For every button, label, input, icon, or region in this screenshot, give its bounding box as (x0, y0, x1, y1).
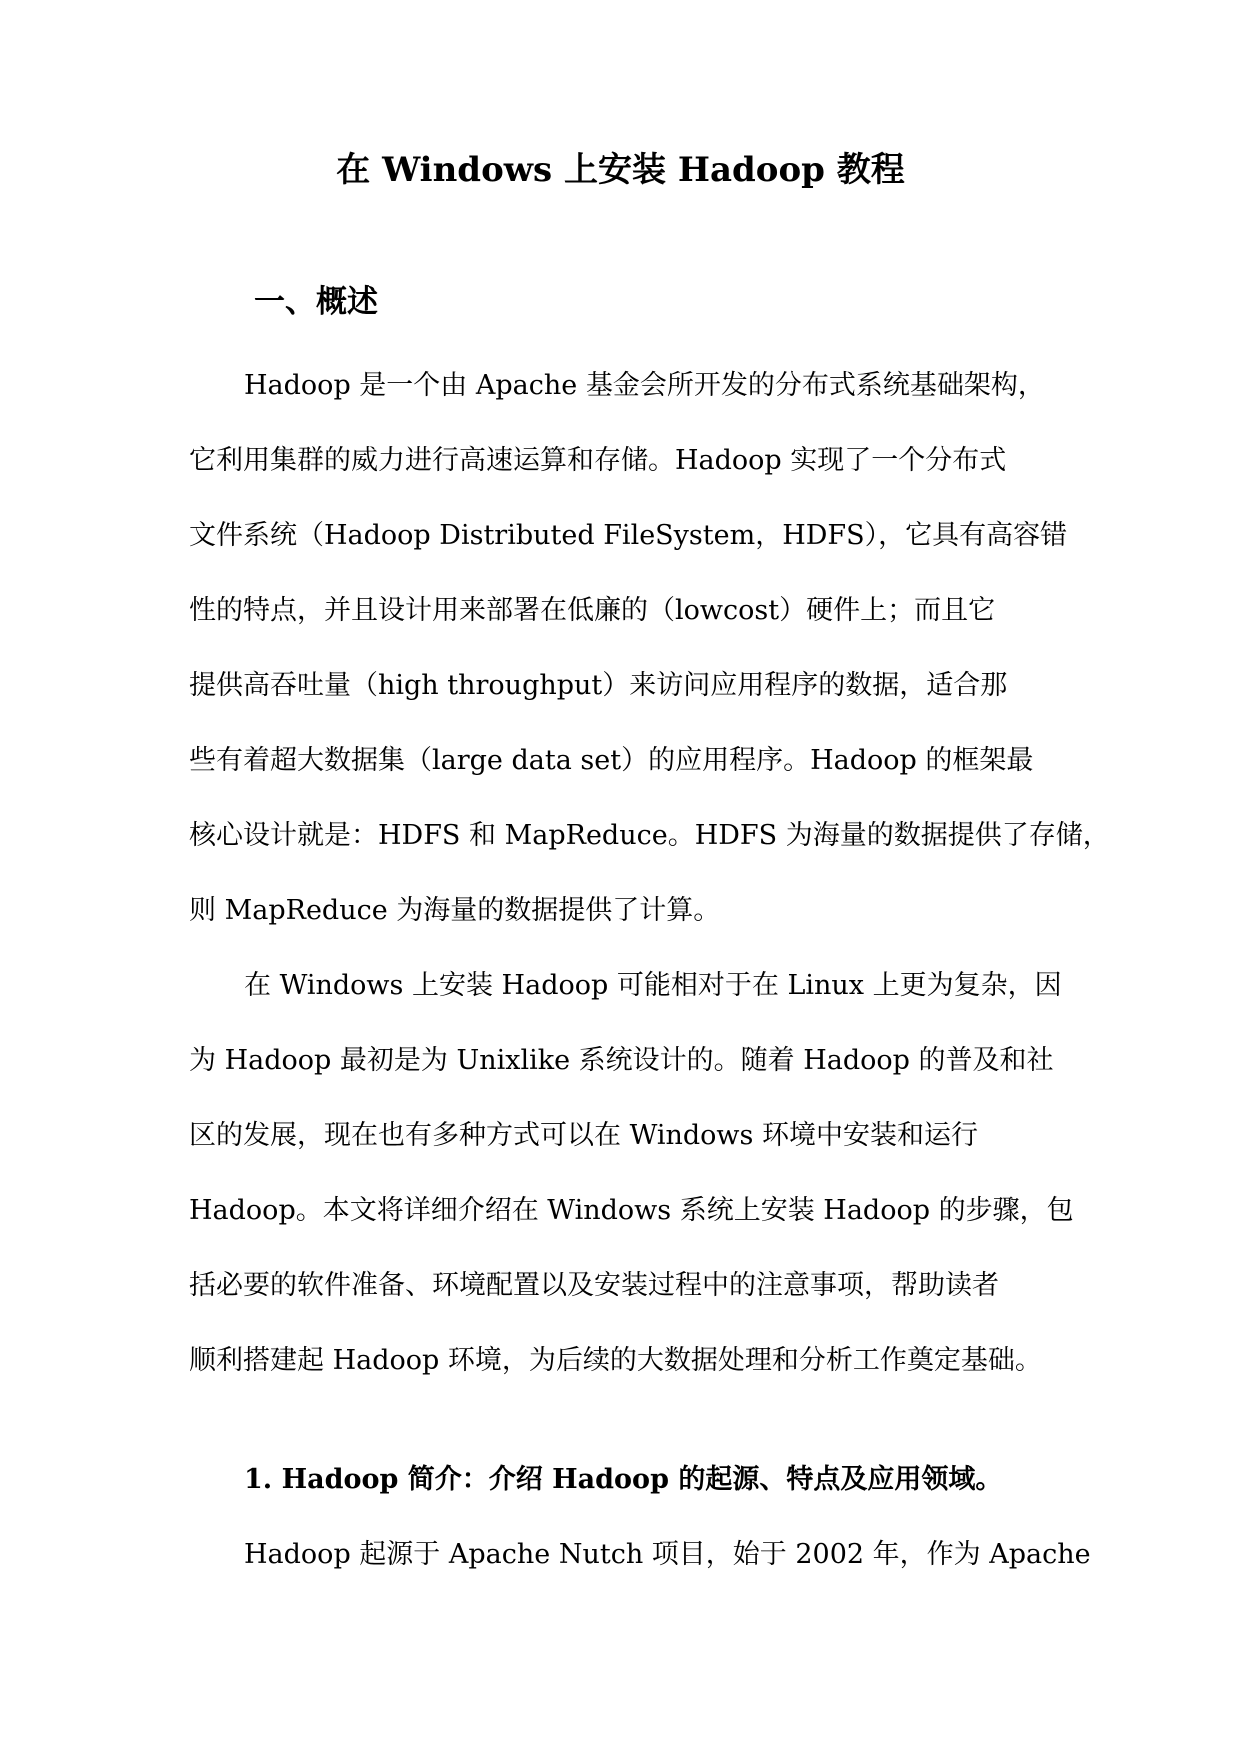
paragraph-line: 在 Windows 上安装 Hadoop 可能相对于在 Linux 上更为复杂，因 (244, 970, 1062, 1001)
section-heading-overview: 一、概述 (254, 284, 378, 320)
paragraph-line: 性的特点，并且设计用来部署在低廉的（lowcost）硬件上；而且它 (189, 595, 996, 626)
paragraph-line: 些有着超大数据集（large data set）的应用程序。Hadoop 的框架最 (189, 745, 1034, 776)
paragraph-line: 为 Hadoop 最初是为 Unixlike 系统设计的。随着 Hadoop 的普及和社 (189, 1045, 1054, 1076)
paragraph-line: Hadoop 起源于 Apache Nutch 项目，始于 2002 年，作为 Apache (244, 1539, 1091, 1570)
paragraph-line: 则 MapReduce 为海量的数据提供了计算。 (189, 895, 721, 926)
paragraph-line: 提供高吞吐量（high throughput）来访问应用程序的数据，适合那 (189, 670, 1008, 701)
paragraph-line: 文件系统（Hadoop Distributed FileSystem，HDFS），它具有高容错 (189, 520, 1068, 551)
paragraph-line: Hadoop。本文将详细介绍在 Windows 系统上安装 Hadoop 的步骤，包 (189, 1195, 1074, 1226)
document-title: 在 Windows 上安装 Hadoop 教程 (336, 150, 905, 190)
paragraph-line: Hadoop 是一个由 Apache 基金会所开发的分布式系统基础架构， (244, 370, 1045, 401)
subsection-heading-hadoop-intro: 1. Hadoop 简介：介绍 Hadoop 的起源、特点及应用领域。 (244, 1464, 1003, 1495)
paragraph-line: 区的发展，现在也有多种方式可以在 Windows 环境中安装和运行 (189, 1120, 978, 1151)
paragraph-line: 顺利搭建起 Hadoop 环境，为后续的大数据处理和分析工作奠定基础。 (189, 1345, 1042, 1376)
paragraph-line: 它利用集群的威力进行高速运算和存储。Hadoop 实现了一个分布式 (189, 445, 1007, 476)
paragraph-line: 括必要的软件准备、环境配置以及安装过程中的注意事项，帮助读者 (189, 1270, 999, 1301)
paragraph-line: 核心设计就是：HDFS 和 MapReduce。HDFS 为海量的数据提供了存储， (189, 820, 1110, 851)
